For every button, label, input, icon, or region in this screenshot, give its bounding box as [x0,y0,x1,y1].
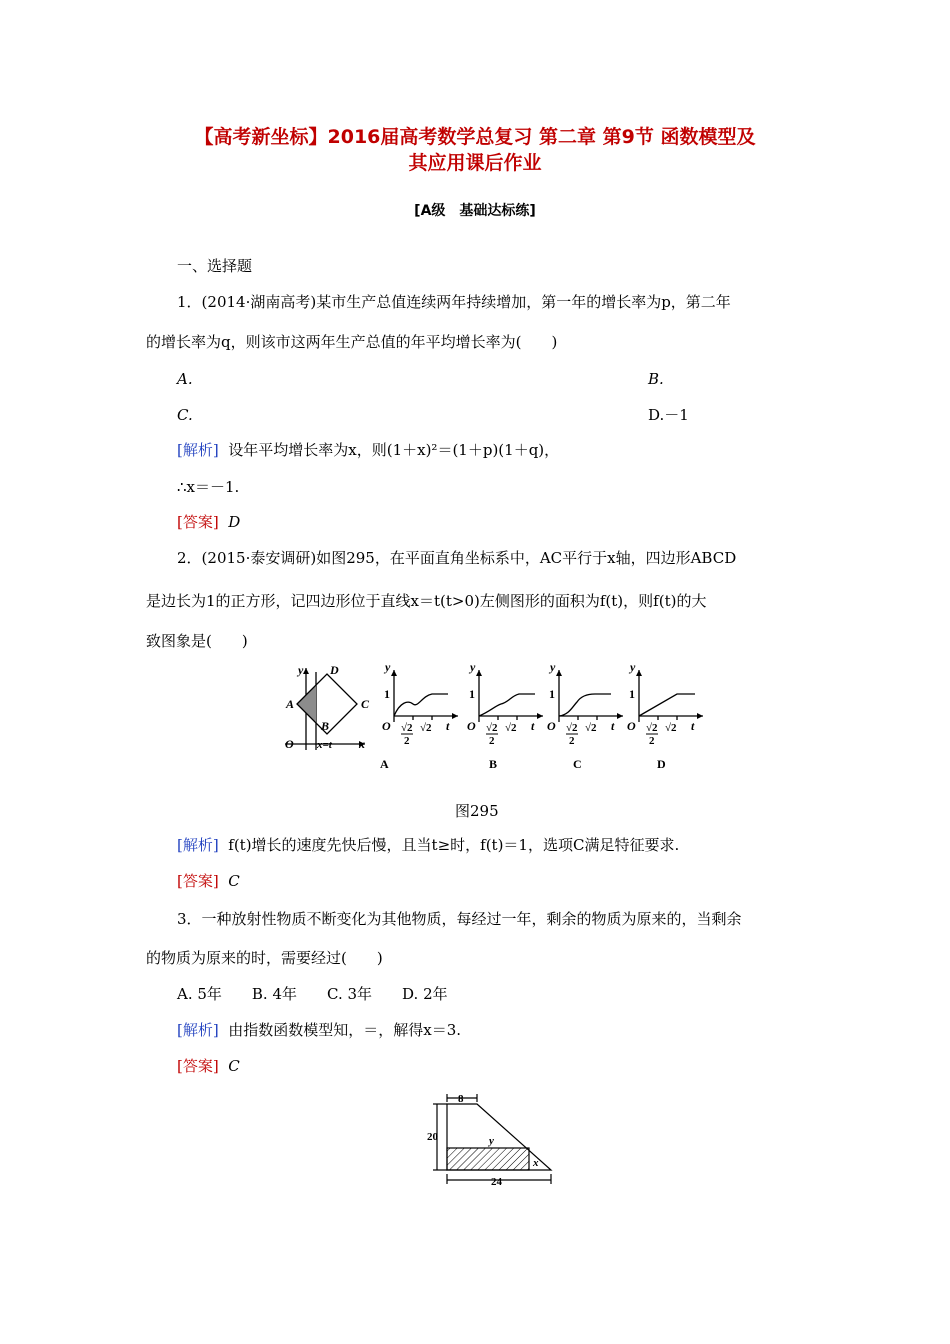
tick-1-label: 1 [549,687,555,701]
q1-analysis-line-2: ∴x＝－1. [177,478,240,496]
graph-option-b [467,660,543,771]
graph-option-a [380,660,458,771]
height-label: 20 [427,1131,438,1143]
tick-frac-num: √2 [486,722,498,734]
point-b-label: B [321,719,330,733]
q1-answer-value: D [228,513,241,531]
tick-1-label: 1 [469,687,475,701]
q2-figure [280,660,710,780]
graph-a-caption: A [380,757,389,771]
tick-1-label: 1 [629,687,635,701]
axis-t-label: t [446,719,450,733]
analysis-tag: [解析] [177,836,219,854]
graph-c-caption: C [573,757,582,771]
q1-answer [177,512,240,532]
y-label: y [489,1135,494,1147]
q1-line-1: 1．(2014·湖南高考)某市生产总值连续两年持续增加，第一年的增长率为p，第二年 [177,293,731,311]
q2-analysis [177,835,679,855]
q1-option-a: A. [177,370,193,388]
q1-option-d: D.－1 [648,406,689,424]
q3-options: A. 5年 B. 4年 C. 3年 D. 2年 [177,985,448,1003]
q3-line-1: 3．一种放射性物质不断变化为其他物质，每经过一年，剩余的物质为原来的，当剩余 [177,910,742,928]
x-label: x [533,1157,539,1169]
origin-label: O [547,719,556,733]
q3-analysis [177,1020,461,1040]
q1-analysis-text: 设年平均增长率为x，则(1＋x)²＝(1＋p)(1＋q)， [228,441,560,459]
graph-b-caption: B [489,757,498,771]
axis-t-label: t [691,719,695,733]
tick-root2-label: √2 [665,722,677,734]
tick-root2-label: √2 [585,722,597,734]
analysis-tag: [解析] [177,441,219,459]
graph-d-caption: D [657,757,666,771]
tick-frac-den: 2 [489,735,495,747]
document-title-line-2: 其应用课后作业 [408,152,542,174]
origin-label: O [467,719,476,733]
q3-answer [177,1056,240,1076]
tick-root2-label: √2 [505,722,517,734]
top-width-label: 8 [458,1093,464,1105]
point-c-label: C [361,697,370,711]
bottom-width-label: 24 [491,1176,502,1186]
q3-analysis-text: 由指数函数模型知，＝，解得x＝3. [228,1021,462,1039]
tick-frac-num: √2 [566,722,578,734]
square-diagram [285,663,370,751]
axis-y-label: y [298,663,304,677]
axis-t-label: t [611,719,615,733]
axis-t-label: t [531,719,535,733]
q2-answer [177,871,240,891]
q2-analysis-text: f(t)增长的速度先快后慢，且当t≥时，f(t)＝1，选项C满足特征要求. [228,836,680,854]
axis-y-label: y [470,660,476,674]
axis-y-label: y [385,660,391,674]
line-x-eq-t-label: x=t [317,739,332,751]
tick-frac-num: √2 [646,722,658,734]
tick-frac-num: √2 [401,722,413,734]
trapezoid-figure [425,1088,560,1186]
q2-answer-value: C [228,872,240,890]
tick-1-label: 1 [384,687,390,701]
graph-option-d [627,660,703,771]
answer-tag: [答案] [177,513,219,531]
axis-y-label: y [630,660,636,674]
q1-option-c: C. [177,406,193,424]
q2-line-1: 2．(2015·泰安调研)如图295，在平面直角坐标系中，AC平行于x轴，四边形ABCD [177,549,737,567]
origin-label: O [285,737,294,751]
q2-line-3: 致图象是( ) [146,632,248,650]
origin-label: O [382,719,391,733]
answer-tag: [答案] [177,1057,219,1075]
point-a-label: A [286,697,295,711]
q1-analysis [177,440,559,460]
q3-line-2: 的物质为原来的时，需要经过( ) [146,949,383,967]
axis-y-label: y [550,660,556,674]
tick-frac-den: 2 [649,735,655,747]
level-heading: [A级 基础达标练] [414,203,536,219]
point-d-label: D [330,663,339,677]
q1-option-b: B. [648,370,664,388]
tick-root2-label: √2 [420,722,432,734]
document-title-line-1: 【高考新坐标】2016届高考数学总复习 第二章 第9节 函数模型及 [194,126,756,148]
answer-tag: [答案] [177,872,219,890]
origin-label: O [627,719,636,733]
q2-line-2: 是边长为1的正方形，记四边形位于直线x＝t(t>0)左侧图形的面积为f(t)，则f(t)的大 [146,592,707,610]
section-heading: 一、选择题 [177,257,253,275]
axis-x-label: x [359,737,365,751]
graph-option-c [547,660,623,771]
tick-frac-den: 2 [569,735,575,747]
figure-caption: 图295 [455,802,499,820]
tick-frac-den: 2 [404,735,410,747]
analysis-tag: [解析] [177,1021,219,1039]
q1-line-2: 的增长率为q，则该市这两年生产总值的年平均增长率为( ) [146,333,558,351]
q3-answer-value: C [228,1057,240,1075]
